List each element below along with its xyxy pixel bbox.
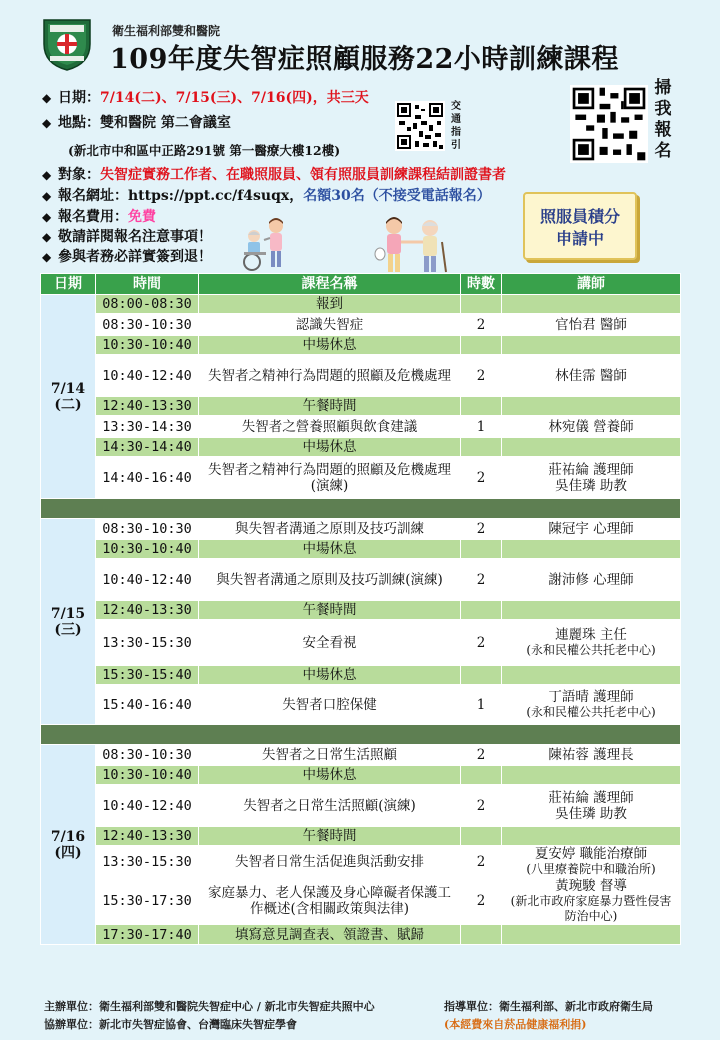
time-cell: 15:30-17:30	[96, 878, 199, 925]
course-cell: 與失智者溝通之原則及技巧訓練	[199, 519, 461, 540]
course-cell: 與失智者溝通之原則及技巧訓練(演練)	[199, 559, 461, 601]
instructor-cell	[502, 438, 681, 457]
table-header-row	[41, 274, 681, 295]
hours-cell	[461, 601, 502, 620]
table-row	[41, 878, 681, 925]
instructor-name: 丁語晴 護理師	[548, 689, 634, 705]
note-line-1: ◆ 敬請詳閱報名注意事項！	[42, 229, 212, 245]
instructor-name: 莊祐綸 護理師	[548, 461, 634, 478]
hours-cell	[461, 827, 502, 846]
instructor-cell	[502, 925, 681, 945]
table-row	[41, 295, 681, 314]
instructor-name: 謝沛修 心理師	[548, 571, 634, 588]
table-row	[41, 416, 681, 438]
instructor-cell	[502, 878, 681, 925]
table-row	[41, 827, 681, 846]
elderly-walking-illustration-icon	[372, 214, 458, 274]
course-cell: 午餐時間	[199, 601, 461, 620]
instructor-name: 林宛儀 營養師	[548, 418, 634, 435]
course-cell: 認識失智症	[199, 314, 461, 336]
instructor-cell	[502, 295, 681, 314]
time-cell: 13:30-15:30	[96, 620, 199, 666]
hours-cell: 2	[461, 519, 502, 540]
time-cell: 13:30-14:30	[96, 416, 199, 438]
address-line: (新北市中和區中正路291號 第一醫療大樓12樓)	[68, 143, 341, 158]
hours-cell: 2	[461, 314, 502, 336]
instructor-cell	[502, 785, 681, 827]
time-cell: 12:40-13:30	[96, 397, 199, 416]
instructor-name: 連麗珠 主任	[555, 627, 627, 643]
course-cell: 中場休息	[199, 666, 461, 685]
course-cell: 失智者口腔保健	[199, 685, 461, 725]
fee-line: ◆ 報名費用：免費	[42, 209, 156, 225]
instructor-cell	[502, 559, 681, 601]
instructor-cell	[502, 685, 681, 725]
page-title: 109年度失智症照顧服務22小時訓練課程	[110, 44, 619, 75]
course-cell: 中場休息	[199, 336, 461, 355]
hours-cell: 1	[461, 416, 502, 438]
instructor-affiliation: (八里療養院中和職治所)	[526, 862, 656, 876]
signup-qr-code-icon[interactable]	[570, 85, 648, 163]
instructor-cell	[502, 601, 681, 620]
credit-badge: 照服員積分 申請中	[523, 192, 637, 260]
hours-cell	[461, 766, 502, 785]
hours-cell	[461, 438, 502, 457]
course-cell: 中場休息	[199, 766, 461, 785]
header-course: 課程名稱	[199, 274, 461, 295]
host-unit: 主辦單位：衛生福利部雙和醫院失智症中心 / 新北市失智症共照中心	[44, 1000, 375, 1013]
table-row	[41, 925, 681, 945]
table-row	[41, 766, 681, 785]
scan-signup-label: 掃 我 報 名	[654, 78, 672, 161]
hours-cell: 2	[461, 559, 502, 601]
day-date-cell: 7/16 (四)	[41, 745, 96, 945]
url-line: ◆ 報名網址：https://ppt.cc/f4suqx，名額30名（不接受電話報名）	[42, 188, 491, 204]
time-cell: 08:30-10:30	[96, 314, 199, 336]
course-cell: 填寫意見調查表、領證書、賦歸	[199, 925, 461, 945]
target-line: ◆ 對象：失智症實務工作者、在職照服員、領有照服員訓練課程結訓證書者	[42, 167, 506, 183]
course-cell: 家庭暴力、老人保護及身心障礙者保護工作概述(含相關政策與法律)	[199, 878, 461, 925]
day-separator	[41, 499, 681, 519]
table-row	[41, 745, 681, 766]
hours-cell: 2	[461, 785, 502, 827]
instructor-cell	[502, 519, 681, 540]
time-cell: 10:30-10:40	[96, 766, 199, 785]
course-cell: 失智者之日常生活照顧(演練)	[199, 785, 461, 827]
course-cell: 安全看視	[199, 620, 461, 666]
instructor-cell	[502, 766, 681, 785]
instructor-cell	[502, 540, 681, 559]
time-cell: 10:30-10:40	[96, 540, 199, 559]
instructor-cell	[502, 314, 681, 336]
table-row	[41, 666, 681, 685]
instructor-affiliation: (永和民權公共托老中心)	[526, 705, 656, 719]
hours-cell: 2	[461, 457, 502, 499]
instructor-name: 黃琬駿 督導	[555, 878, 627, 894]
time-cell: 17:30-17:40	[96, 925, 199, 945]
instructor-cell	[502, 397, 681, 416]
schedule-table	[40, 273, 681, 945]
course-cell: 報到	[199, 295, 461, 314]
instructor-name-2: 吳佳璘 助教	[555, 477, 627, 494]
course-cell: 失智者之精神行為問題的照顧及危機處理(演練)	[199, 457, 461, 499]
date-line: ◆ 日期：7/14(二)、7/15(三)、7/16(四)，共三天	[42, 90, 369, 106]
place-line: ◆ 地點：雙和醫院 第二會議室	[42, 115, 231, 131]
fund-note: (本經費來自菸品健康福利捐)	[444, 1018, 587, 1031]
time-cell: 10:40-12:40	[96, 355, 199, 397]
instructor-cell	[502, 666, 681, 685]
time-cell: 14:30-14:40	[96, 438, 199, 457]
table-row	[41, 457, 681, 499]
instructor-name-2: 吳佳璘 助教	[555, 805, 627, 822]
table-row	[41, 620, 681, 666]
note-line-2: ◆ 參與者務必詳實簽到退！	[42, 249, 212, 265]
instructor-name: 夏安婷 職能治療師	[534, 846, 648, 862]
table-row	[41, 846, 681, 878]
instructor-name: 官怡君 醫師	[555, 316, 627, 333]
course-cell: 失智者日常生活促進與活動安排	[199, 846, 461, 878]
instructor-cell	[502, 336, 681, 355]
course-cell: 午餐時間	[199, 827, 461, 846]
hours-cell: 2	[461, 846, 502, 878]
signup-url-link[interactable]: https://ppt.cc/f4suqx，	[128, 188, 304, 204]
table-row	[41, 519, 681, 540]
instructor-name: 林佳霈 醫師	[555, 367, 627, 384]
day-date-cell: 7/14 (二)	[41, 295, 96, 499]
table-row	[41, 685, 681, 725]
traffic-guide-label: 交 通 指 引	[451, 101, 461, 151]
org-name: 衛生福利部雙和醫院	[112, 24, 221, 38]
traffic-qr-code-icon[interactable]	[395, 101, 445, 151]
time-cell: 10:30-10:40	[96, 336, 199, 355]
table-row	[41, 438, 681, 457]
instructor-cell	[502, 457, 681, 499]
hours-cell	[461, 336, 502, 355]
table-row	[41, 785, 681, 827]
hours-cell: 2	[461, 878, 502, 925]
time-cell: 12:40-13:30	[96, 601, 199, 620]
instructor-affiliation: (永和民權公共托老中心)	[526, 643, 656, 657]
course-cell: 午餐時間	[199, 397, 461, 416]
course-cell: 失智者之日常生活照顧	[199, 745, 461, 766]
instructor-affiliation: (新北市政府家庭暴力暨性侵害防治中心)	[510, 894, 672, 923]
instructor-name: 莊祐綸 護理師	[548, 789, 634, 806]
hours-cell	[461, 925, 502, 945]
course-cell: 失智者之營養照顧與飲食建議	[199, 416, 461, 438]
instructor-cell	[502, 416, 681, 438]
hours-cell: 2	[461, 745, 502, 766]
time-cell: 10:40-12:40	[96, 559, 199, 601]
table-row	[41, 397, 681, 416]
time-cell: 14:40-16:40	[96, 457, 199, 499]
table-row	[41, 355, 681, 397]
guide-unit: 指導單位：衛生福利部、新北市政府衛生局	[444, 1000, 653, 1013]
course-cell: 失智者之精神行為問題的照顧及危機處理	[199, 355, 461, 397]
time-cell: 08:30-10:30	[96, 519, 199, 540]
time-cell: 08:30-10:30	[96, 745, 199, 766]
instructor-cell	[502, 355, 681, 397]
co-host-unit: 協辦單位：新北市失智症協會、台灣臨床失智症學會	[44, 1018, 297, 1031]
header-instructor: 講師	[502, 274, 681, 295]
course-cell: 中場休息	[199, 540, 461, 559]
day-date-cell: 7/15 (三)	[41, 519, 96, 725]
table-row	[41, 559, 681, 601]
header-date: 日期	[41, 274, 96, 295]
instructor-cell	[502, 620, 681, 666]
day-separator	[41, 725, 681, 745]
target-value: 失智症實務工作者、在職照服員、領有照服員訓練課程結訓證書者	[100, 167, 506, 183]
instructor-cell	[502, 846, 681, 878]
schedule-body	[41, 295, 681, 945]
time-cell: 15:30-15:40	[96, 666, 199, 685]
instructor-name: 陳祐蓉 護理長	[548, 747, 634, 763]
table-row	[41, 314, 681, 336]
table-row	[41, 336, 681, 355]
header-hours: 時數	[461, 274, 502, 295]
caregiver-wheelchair-illustration-icon	[236, 216, 292, 272]
instructor-name: 陳冠宇 心理師	[548, 521, 634, 537]
instructor-cell	[502, 827, 681, 846]
header-time: 時間	[96, 274, 199, 295]
hours-cell: 1	[461, 685, 502, 725]
hours-cell: 2	[461, 355, 502, 397]
hours-cell	[461, 540, 502, 559]
time-cell: 12:40-13:30	[96, 827, 199, 846]
course-cell: 中場休息	[199, 438, 461, 457]
instructor-cell	[502, 745, 681, 766]
hours-cell	[461, 666, 502, 685]
hours-cell	[461, 397, 502, 416]
date-value: 7/14(二)、7/15(三)、7/16(四)，共三天	[100, 90, 369, 106]
time-cell: 08:00-08:30	[96, 295, 199, 314]
hours-cell: 2	[461, 620, 502, 666]
place-value: 雙和醫院 第二會議室	[100, 115, 231, 131]
quota-text: 名額30名（不接受電話報名）	[303, 188, 491, 204]
fee-value: 免費	[128, 209, 156, 225]
time-cell: 15:40-16:40	[96, 685, 199, 725]
hours-cell	[461, 295, 502, 314]
table-row	[41, 540, 681, 559]
hospital-logo-icon	[38, 14, 96, 72]
time-cell: 13:30-15:30	[96, 846, 199, 878]
time-cell: 10:40-12:40	[96, 785, 199, 827]
table-row	[41, 601, 681, 620]
